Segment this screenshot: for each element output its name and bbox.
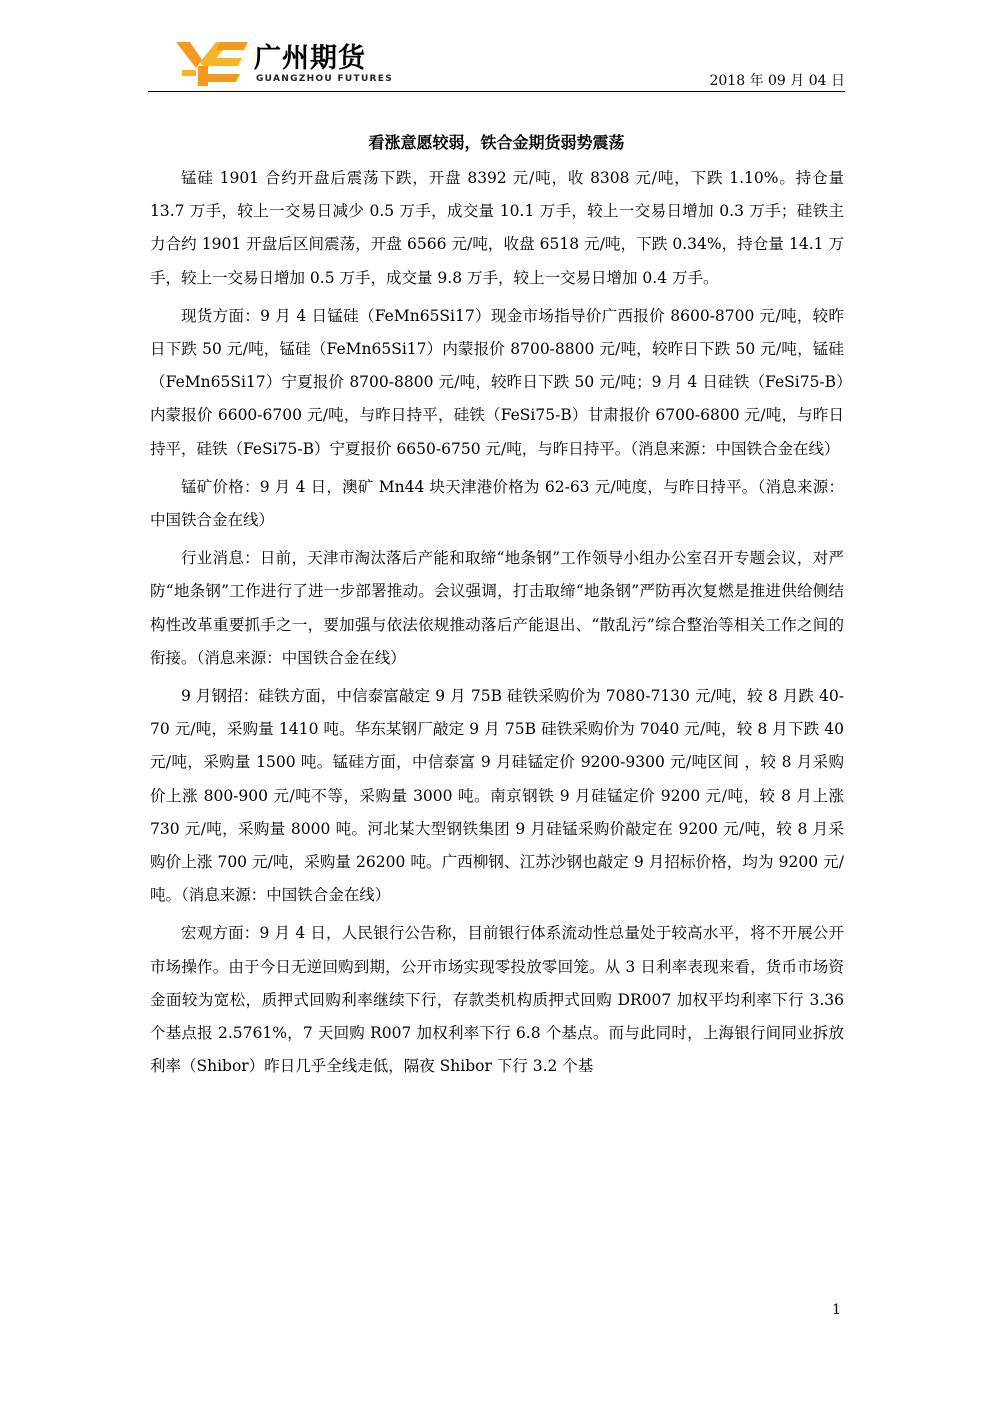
logo-english-text: GUANGZHOU FUTURES	[256, 74, 394, 84]
paragraph-manganese-ore-price: 锰矿价格：9 月 4 日，澳矿 Mn44 块天津港价格为 62-63 元/吨度，与昨日持平。（消息来源：中国铁合金在线）	[150, 477, 844, 530]
article-title: 看涨意愿较弱，铁合金期货弱势震荡	[368, 133, 625, 152]
paragraph-industry-news: 行业消息：日前，天津市淘汰落后产能和取缔“地条钢”工作领导小组办公室召开专题会议，对严防“地条钢”工作进行了进一步部署推动。会议强调，打击取缔“地条钢”严防再次复燃是推进供给侧结构性改革重要抓手之一，要加强与依法依规推动落后产能退出、“散乱污”综合整治等相关工作之间的衔接。（消息来源：中国铁合金在线）	[150, 549, 844, 667]
guangzhou-futures-logo-icon	[176, 40, 248, 86]
article-body	[150, 162, 844, 1088]
report-date: 2018 年 09 月 04 日	[709, 73, 845, 89]
paragraph-steel-tender: 9 月钢招：硅铁方面，中信泰富敲定 9 月 75B 硅铁采购价为 7080-7130 元/吨，较 8 月跌 40-70 元/吨，采购量 1410 吨。华东某钢厂敲定 9 月 75B 硅铁采购价为 7040 元/吨，较 8 月下跌 40 元/吨，采购量 1500 吨。锰硅方面，中信泰富 9 月硅锰定价 9200-9300 元/吨区间 ，较 8 月采购价上涨 800-900 元/吨不等，采购量 3000 吨。南京钢铁 9 月硅锰定价 9200 元/吨，较 8 月上涨 730 元/吨，采购量 8000 吨。河北某大型钢铁集团 9 月硅锰采购价敲定在 9200 元/吨，较 8 月采购价上涨 700 元/吨，采购量 26200 吨。广西柳钢、江苏沙钢也敲定 9 月招标价格，均为 9200 元/吨。（消息来源：中国铁合金在线）	[150, 687, 844, 905]
paragraph-futures-summary: 锰硅 1901 合约开盘后震荡下跌，开盘 8392 元/吨，收 8308 元/吨，下跌 1.10%。持仓量 13.7 万手，较上一交易日减少 0.5 万手，成交量 10.1 万手，较上一交易日增加 0.3 万手；硅铁主力合约 1901 开盘后区间震荡，开盘 6566 元/吨，收盘 6518 元/吨，下跌 0.34%，持仓量 14.1 万手，较上一交易日增加 0.5 万手，成交量 9.8 万手，较上一交易日增加 0.4 万手。	[150, 169, 844, 287]
paragraph-macro: 宏观方面：9 月 4 日，人民银行公告称，目前银行体系流动性总量处于较高水平，将不开展公开市场操作。由于今日无逆回购到期，公开市场实现零投放零回笼。从 3 日利率表现来看，货币市场资金面较为宽松，质押式回购利率继续下行，存款类机构质押式回购 DR007 加权平均利率下行 3.36 个基点报 2.5761%，7 天回购 R007 加权利率下行 6.8 个基点。而与此同时，上海银行间同业拆放利率（Shibor）昨日几乎全线走低，隔夜 Shibor 下行 3.2 个基	[150, 924, 844, 1076]
header-divider	[148, 91, 845, 92]
page-header	[148, 28, 845, 96]
paragraph-spot-market: 现货方面：9 月 4 日锰硅（FeMn65Si17）现金市场指导价广西报价 8600-8700 元/吨，较昨日下跌 50 元/吨，锰硅（FeMn65Si17）内蒙报价 8700-8800 元/吨，较昨日下跌 50 元/吨，锰硅（FeMn65Si17）宁夏报价 8700-8800 元/吨，较昨日下跌 50 元/吨；9 月 4 日硅铁（FeSi75-B）内蒙报价 6600-6700 元/吨，与昨日持平，硅铁（FeSi75-B）甘肃报价 6700-6800 元/吨，与昨日持平，硅铁（FeSi75-B）宁夏报价 6650-6750 元/吨，与昨日持平。（消息来源：中国铁合金在线）	[150, 306, 844, 458]
company-logo	[176, 36, 394, 86]
page-number: 1	[832, 1302, 841, 1318]
logo-chinese-text: 广州期货	[254, 43, 366, 74]
